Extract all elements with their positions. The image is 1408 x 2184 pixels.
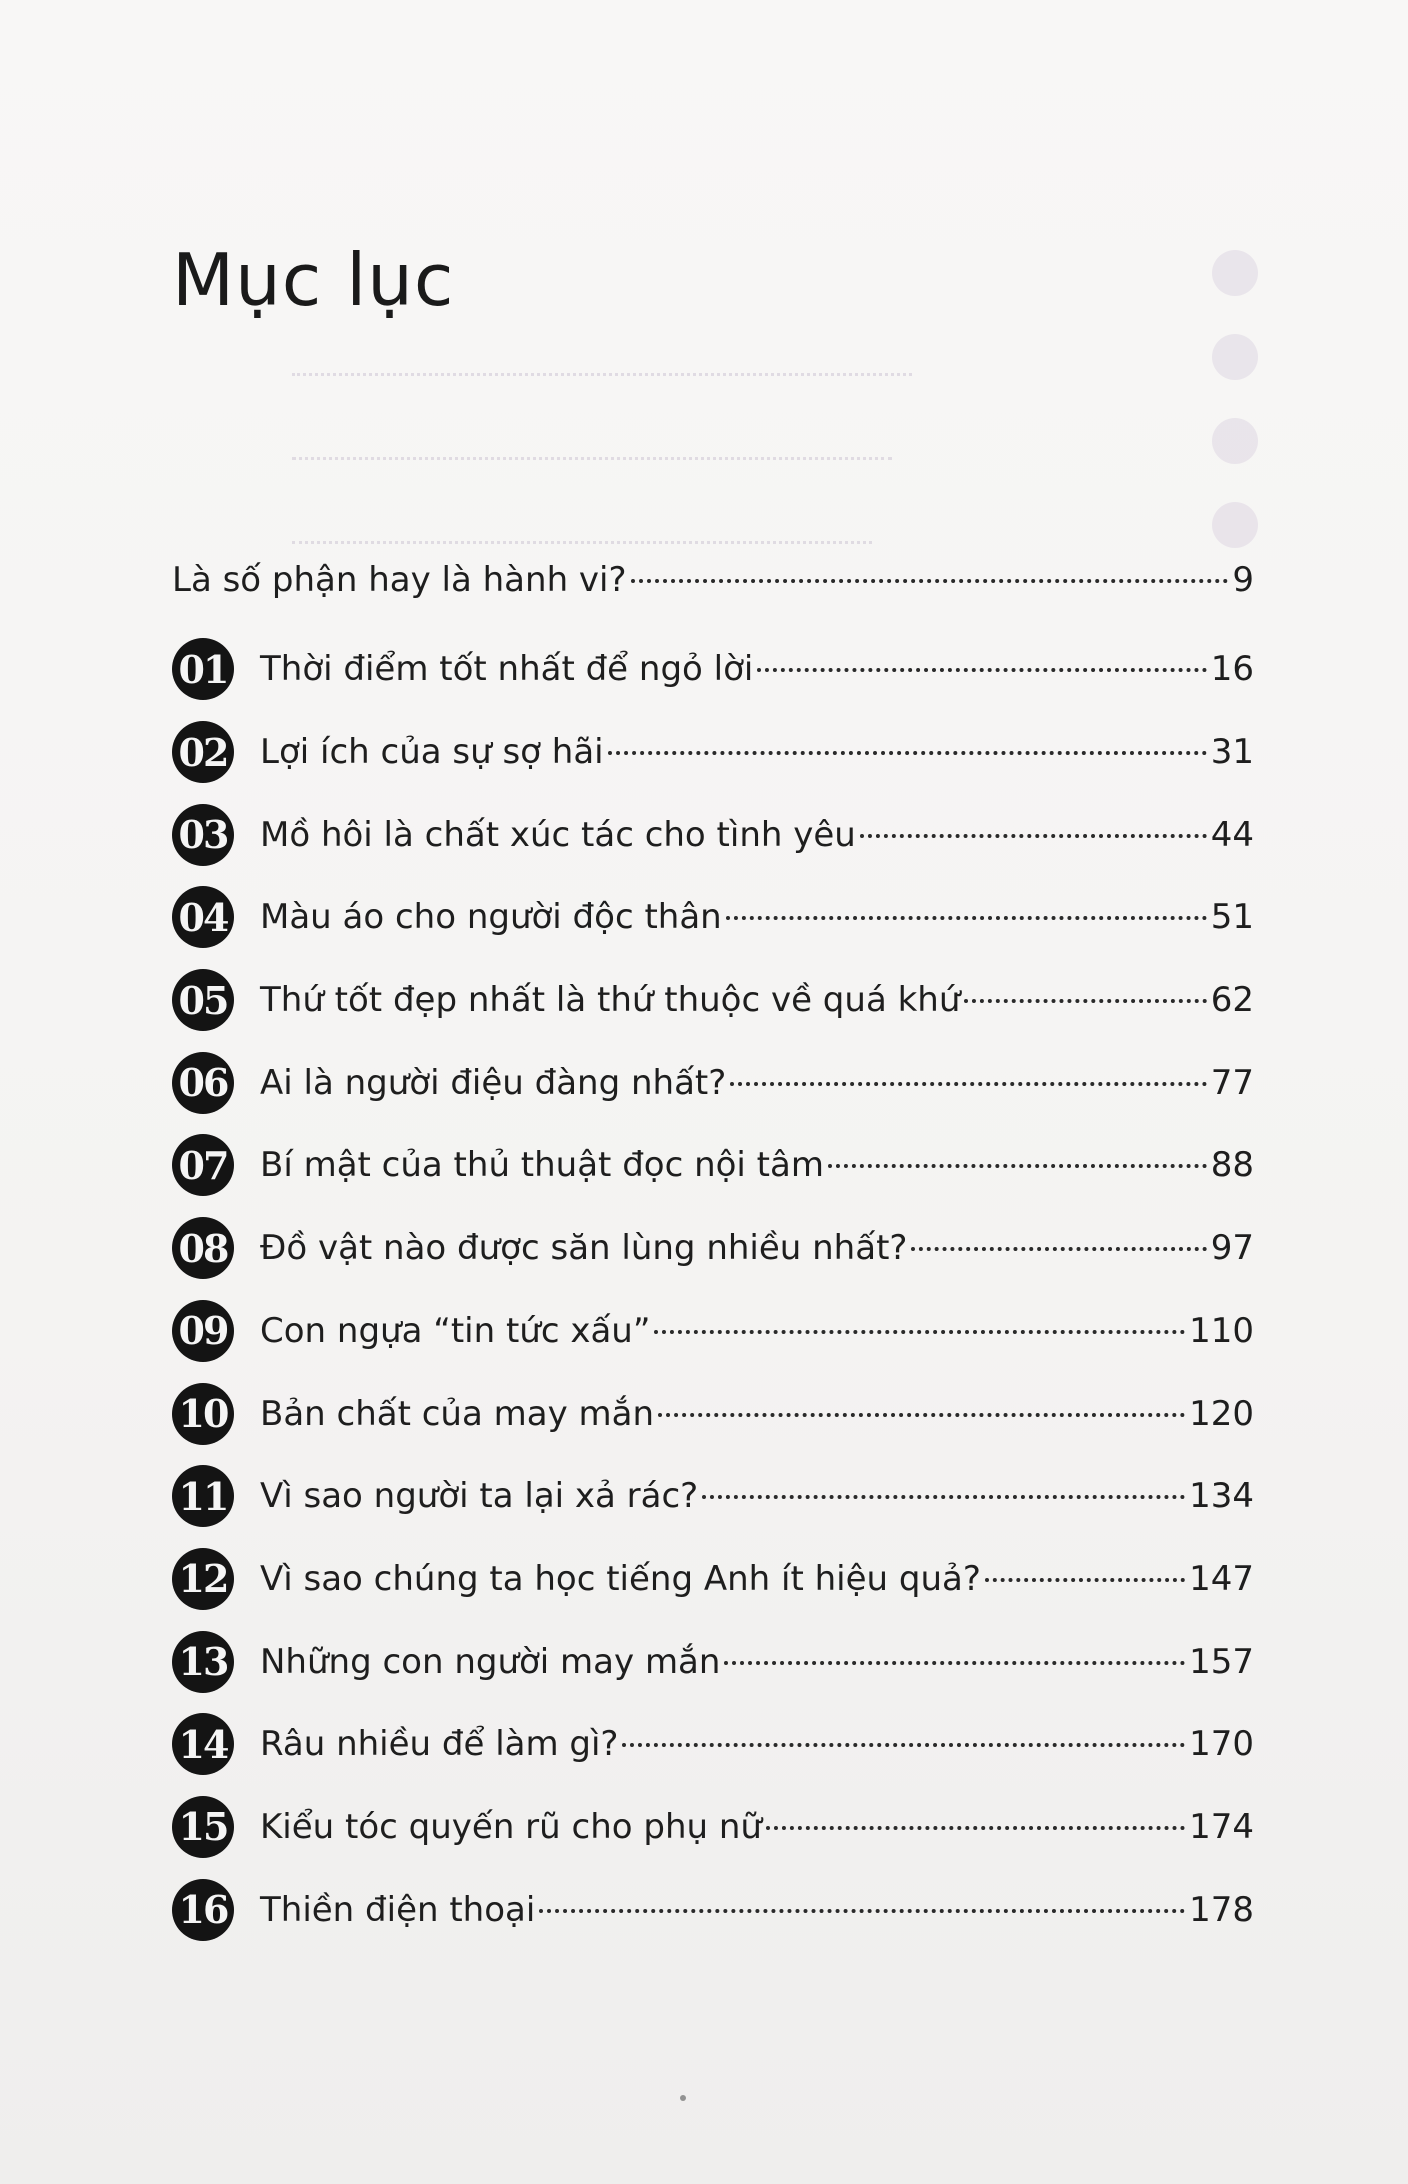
dot-leader <box>724 1661 1185 1665</box>
dot-leader <box>766 1826 1185 1830</box>
toc-row[interactable] <box>172 1455 1254 1538</box>
dot-leader <box>658 1413 1185 1417</box>
toc-page-number: 170 <box>1189 1724 1254 1765</box>
toc-entry-title: Ai là người điệu đàng nhất? <box>260 1062 727 1103</box>
toc-page-number: 88 <box>1210 1145 1254 1186</box>
toc-page-number: 174 <box>1189 1806 1254 1847</box>
toc-row[interactable] <box>172 1868 1254 1951</box>
chapter-number-badge: 09 <box>172 1300 234 1362</box>
chapter-number-badge: 01 <box>172 638 234 700</box>
toc-entry <box>260 897 1254 937</box>
chapter-number-badge: 03 <box>172 804 234 866</box>
toc-row[interactable] <box>172 1372 1254 1455</box>
toc-page-number: 51 <box>1210 897 1254 938</box>
toc-entry-title: Màu áo cho người độc thân <box>260 897 722 938</box>
toc-entry <box>260 1890 1254 1930</box>
page-title: Mục lục <box>172 238 455 322</box>
toc-page-number: 120 <box>1189 1393 1254 1434</box>
chapter-number-badge: 12 <box>172 1548 234 1610</box>
toc-entry-title: Vì sao chúng ta học tiếng Anh ít hiệu quả? <box>260 1558 981 1599</box>
toc-entry <box>172 560 1254 600</box>
chapter-number-badge: 07 <box>172 1134 234 1196</box>
toc-entry-title: Vì sao người ta lại xả rác? <box>260 1476 699 1517</box>
toc-row[interactable] <box>172 959 1254 1042</box>
toc-page-number: 62 <box>1210 980 1254 1021</box>
ghost-dotted-line <box>292 454 892 460</box>
toc-page-number: 77 <box>1210 1062 1254 1103</box>
chapter-number-badge: 08 <box>172 1217 234 1279</box>
toc-entry <box>260 815 1254 855</box>
toc-entry-title: Lợi ích của sự sợ hãi <box>260 732 604 773</box>
toc-row[interactable] <box>172 1124 1254 1207</box>
dot-leader <box>539 1909 1185 1913</box>
toc-entry-title: Mồ hôi là chất xúc tác cho tình yêu <box>260 814 856 855</box>
toc-row[interactable] <box>172 1041 1254 1124</box>
dot-leader <box>702 1495 1185 1499</box>
toc-row[interactable] <box>172 1290 1254 1373</box>
toc-entry-title: Là số phận hay là hành vi? <box>172 560 627 600</box>
toc-entry <box>260 980 1254 1020</box>
ghost-circle <box>1212 418 1258 464</box>
toc-entry <box>260 1311 1254 1351</box>
chapter-number-badge: 16 <box>172 1879 234 1941</box>
toc-entry-title: Những con người may mắn <box>260 1641 721 1682</box>
chapter-number-badge: 06 <box>172 1052 234 1114</box>
toc-entry <box>260 1807 1254 1847</box>
toc-row[interactable] <box>172 1703 1254 1786</box>
ghost-circle <box>1212 250 1258 296</box>
ghost-dotted-line <box>292 538 872 544</box>
toc-entry <box>260 1642 1254 1682</box>
toc-entry <box>260 1228 1254 1268</box>
dot-leader <box>757 668 1206 672</box>
toc-entry-title: Con ngựa “tin tức xấu” <box>260 1310 651 1351</box>
chapter-number-badge: 14 <box>172 1713 234 1775</box>
dot-leader <box>622 1743 1185 1747</box>
ghost-circle <box>1212 334 1258 380</box>
dot-leader <box>860 834 1207 838</box>
dot-leader <box>730 1082 1206 1086</box>
toc-row[interactable] <box>172 1620 1254 1703</box>
toc-row[interactable] <box>172 1538 1254 1621</box>
toc-page-number: 9 <box>1232 560 1254 600</box>
dot-leader <box>608 751 1207 755</box>
toc-entry <box>260 732 1254 772</box>
toc-row[interactable] <box>172 711 1254 794</box>
toc-row[interactable] <box>172 793 1254 876</box>
toc-page-number: 44 <box>1210 814 1254 855</box>
toc-entry-title: Đồ vật nào được săn lùng nhiều nhất? <box>260 1228 908 1269</box>
toc-entry-title: Thời điểm tốt nhất để ngỏ lời <box>260 649 754 690</box>
toc-row[interactable] <box>172 628 1254 711</box>
paper-speck <box>680 2095 686 2101</box>
chapter-number-badge: 15 <box>172 1796 234 1858</box>
toc-row[interactable] <box>172 1786 1254 1869</box>
dot-leader <box>964 999 1206 1003</box>
ghost-dotted-line <box>292 370 912 376</box>
toc-entry-title: Bản chất của may mắn <box>260 1393 655 1434</box>
toc-page-number: 178 <box>1189 1889 1254 1930</box>
dot-leader <box>985 1578 1185 1582</box>
toc-entry <box>260 1559 1254 1599</box>
toc-row[interactable] <box>172 1207 1254 1290</box>
table-of-contents <box>172 548 1254 1951</box>
toc-page-number: 97 <box>1210 1228 1254 1269</box>
toc-entry <box>260 1394 1254 1434</box>
toc-page-number: 147 <box>1189 1558 1254 1599</box>
toc-entry-title: Thứ tốt đẹp nhất là thứ thuộc về quá khứ <box>260 980 961 1021</box>
dot-leader <box>828 1164 1207 1168</box>
chapter-number-badge: 13 <box>172 1631 234 1693</box>
dot-leader <box>654 1330 1185 1334</box>
chapter-number-badge: 05 <box>172 969 234 1031</box>
chapter-number-badge: 02 <box>172 721 234 783</box>
chapter-number-badge: 10 <box>172 1383 234 1445</box>
toc-entry-title: Bí mật của thủ thuật đọc nội tâm <box>260 1145 824 1186</box>
toc-entry <box>260 1063 1254 1103</box>
toc-page-number: 134 <box>1189 1476 1254 1517</box>
dot-leader <box>631 579 1229 583</box>
toc-page-number: 16 <box>1210 649 1254 690</box>
toc-entry <box>260 1476 1254 1516</box>
dot-leader <box>726 916 1207 920</box>
toc-entry <box>260 1724 1254 1764</box>
toc-page-number: 157 <box>1189 1641 1254 1682</box>
toc-page-number: 31 <box>1210 732 1254 773</box>
toc-intro-row[interactable] <box>172 548 1254 612</box>
toc-entry-title: Kiểu tóc quyến rũ cho phụ nữ <box>260 1806 762 1847</box>
toc-row[interactable] <box>172 876 1254 959</box>
ghost-circle <box>1212 502 1258 548</box>
toc-entry <box>260 1145 1254 1185</box>
toc-page-number: 110 <box>1189 1310 1254 1351</box>
chapter-number-badge: 04 <box>172 886 234 948</box>
toc-entry <box>260 649 1254 689</box>
toc-entry-title: Râu nhiều để làm gì? <box>260 1724 619 1765</box>
toc-entry-title: Thiền điện thoại <box>260 1889 536 1930</box>
dot-leader <box>911 1247 1206 1251</box>
chapter-number-badge: 11 <box>172 1465 234 1527</box>
